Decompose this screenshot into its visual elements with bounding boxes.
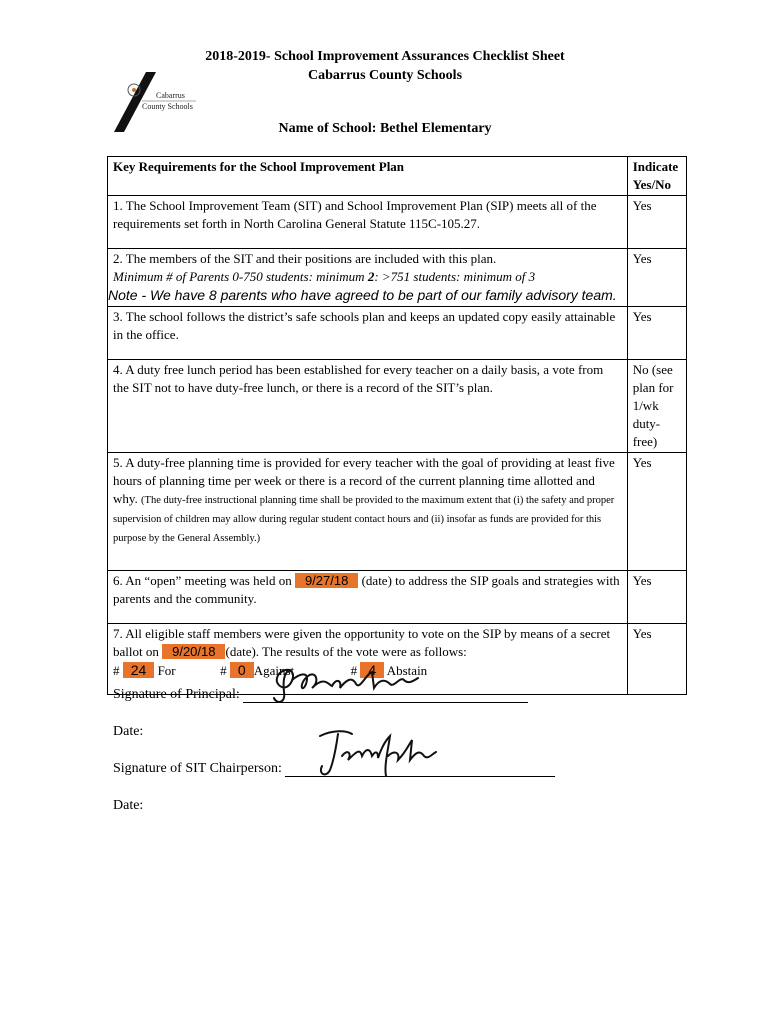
vote-abstain-label: Abstain: [386, 663, 428, 678]
requirements-header: Key Requirements for the School Improvement Plan: [108, 157, 628, 196]
principal-date-label: Date:: [113, 724, 144, 739]
requirement-5: [108, 453, 628, 571]
requirement-1: 1. The School Improvement Team (SIT) and School Improvement Plan (SIP) meets all of the requirements set forth in North Carolina General Statute 115C-105.27.: [108, 196, 628, 249]
table-row: [108, 571, 687, 624]
requirement-7-text-2: (date). The results of the vote were as follows:: [225, 644, 467, 659]
indicate-header: [627, 157, 686, 196]
indicate-header-line2: Yes/No: [632, 177, 671, 192]
parent-note: Note - We have 8 parents who have agreed to be part of our family advisory team.: [108, 287, 617, 303]
requirement-6-text: 6. An “open” meeting was held on: [113, 573, 292, 588]
requirements-table: [107, 156, 687, 695]
table-row: [108, 453, 687, 571]
district-name: Cabarrus County Schools: [307, 68, 463, 83]
vote-for-label: For: [157, 663, 176, 678]
requirement-5-text: 5. A duty-free planning time is provided for every teacher with the goal of providing at least five hours of planning time per week or there is a record of the current planning time allotted and why.: [113, 455, 615, 506]
answer-6: Yes: [627, 571, 686, 624]
requirement-3: 3. The school follows the district’s safe schools plan and keeps an updated copy easily attainable in the office.: [108, 307, 628, 360]
chair-signature-image: [312, 726, 442, 786]
table-row: [108, 249, 687, 307]
hash-symbol: #: [220, 663, 227, 678]
table-row: [108, 307, 687, 360]
requirement-5-footnote: (The duty-free instructional planning time shall be provided to the maximum extent that (i) the safety and proper supervision of children may allow during regular student contact hours and (ii) insofar as funds are provided for this purpose by the General Assembly.): [113, 495, 615, 544]
answer-7: Yes: [627, 624, 686, 695]
answer-1: Yes: [627, 196, 686, 249]
principal-signature-label: Signature of Principal:: [113, 687, 240, 702]
chair-signature-label: Signature of SIT Chairperson:: [113, 761, 282, 776]
requirement-2-text: 2. The members of the SIT and their positions are included with this plan.: [113, 251, 497, 266]
logo-line-1: Cabarrus: [156, 91, 185, 100]
requirement-7-text: 7. All eligible staff members were given the opportunity to vote on the SIP by means of a secret ballot on: [113, 626, 611, 659]
school-name-label: Name of School:: [278, 121, 377, 136]
answer-2: Yes: [627, 249, 686, 307]
document-title: 2018-2019- School Improvement Assurances Checklist Sheet: [205, 49, 565, 64]
ballot-date-field[interactable]: 9/20/18: [162, 644, 225, 659]
vote-against-field[interactable]: 0: [230, 662, 254, 678]
chair-date-line: [113, 798, 143, 814]
principal-signature-image: [262, 662, 432, 712]
vote-against-label: Against: [253, 663, 295, 678]
answer-4: No (see plan for 1/wk duty-free): [627, 360, 686, 453]
requirement-2: [108, 249, 628, 307]
hash-symbol: #: [350, 663, 358, 678]
principal-date-line: [113, 724, 143, 740]
table-header-row: [108, 157, 687, 196]
school-name-value: Bethel Elementary: [379, 121, 492, 136]
table-row: [108, 196, 687, 249]
indicate-header-line1: Indicate: [632, 159, 679, 174]
table-row: [108, 360, 687, 453]
logo-line-2: County Schools: [142, 102, 193, 111]
chair-date-label: Date:: [113, 798, 144, 813]
parents-minimum-value: 2: [367, 269, 375, 284]
parents-minimum-line: [113, 268, 622, 286]
parents-minimum-text-2: : >751 students: minimum of 3: [374, 269, 536, 284]
vote-abstain-field[interactable]: 4: [360, 662, 384, 678]
parents-minimum-text: Minimum # of Parents 0-750 students: minimum: [113, 269, 365, 284]
requirement-6: [108, 571, 628, 624]
open-meeting-date-field[interactable]: 9/27/18: [295, 573, 358, 588]
answer-5: Yes: [627, 453, 686, 571]
hash-symbol: #: [113, 663, 120, 678]
vote-for-field[interactable]: 24: [123, 662, 155, 678]
answer-3: Yes: [627, 307, 686, 360]
school-name-line: [0, 121, 770, 137]
requirement-6-text-2: (date) to address the SIP goals and strategies with parents and the community.: [113, 573, 620, 606]
requirement-4: 4. A duty free lunch period has been established for every teacher on a daily basis, a vote from the SIT not to have duty-free lunch, or there is a record of the SIT’s plan.: [108, 360, 628, 453]
